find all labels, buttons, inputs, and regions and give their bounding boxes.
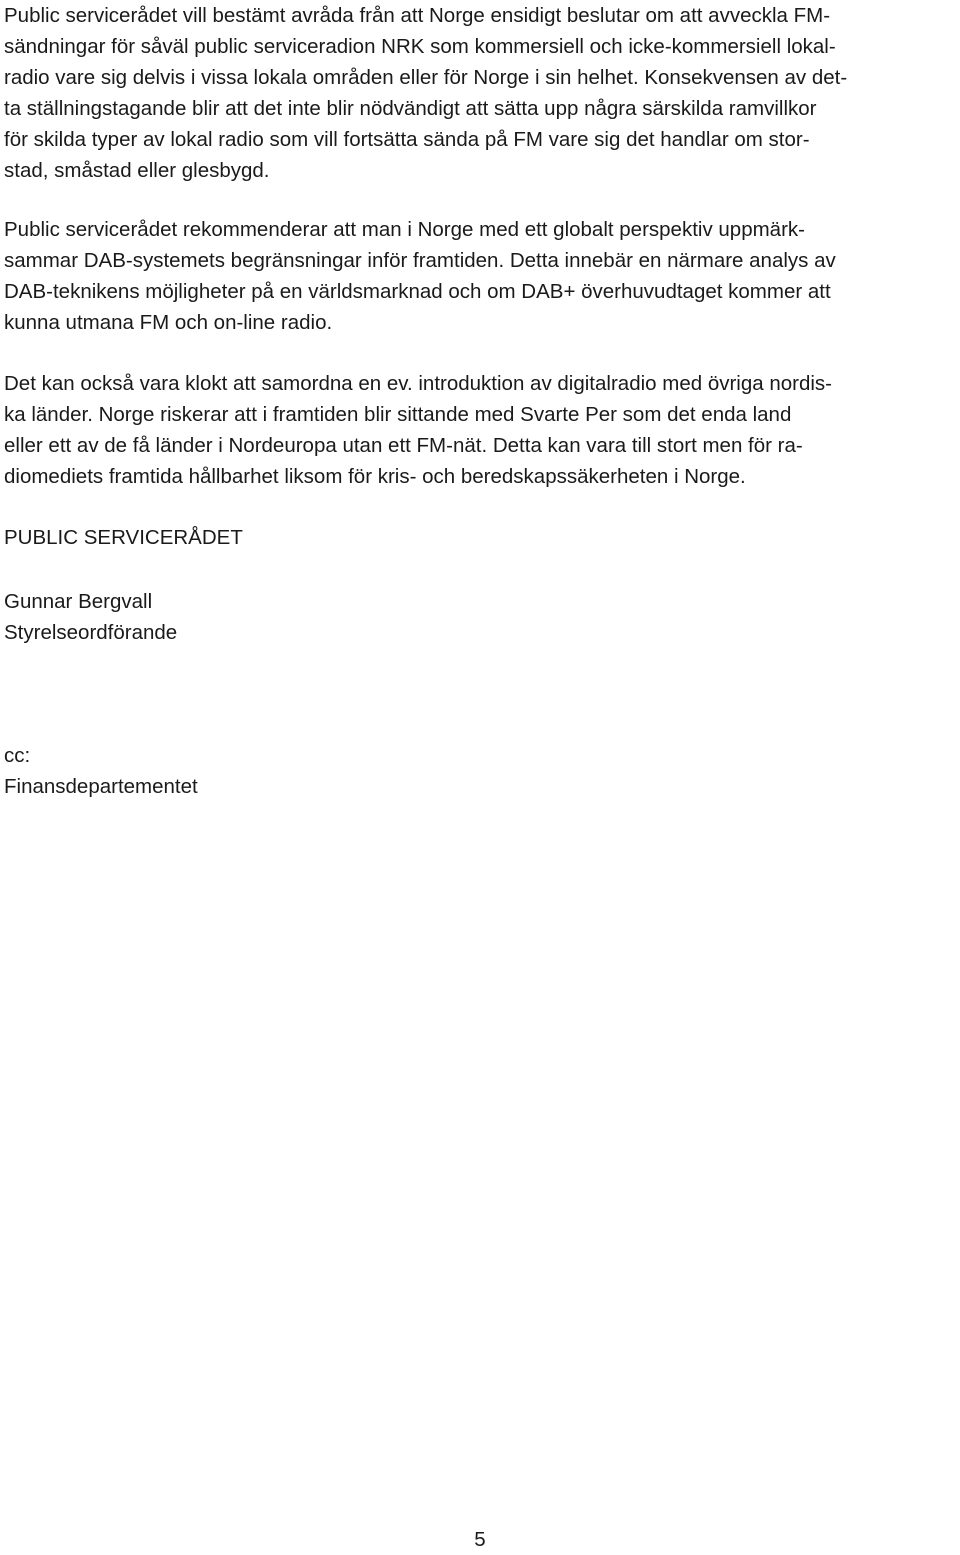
signatory-title: Styrelseordförande xyxy=(4,621,178,644)
text-line: ta ställningstagande blir att det inte blir nödvändigt att sätta upp några särskilda ramvillkor xyxy=(4,97,817,120)
cc-label: cc: xyxy=(4,744,31,767)
cc-recipient: Finansdepartementet xyxy=(4,775,198,798)
text-line: sändningar för såväl public serviceradion NRK som kommersiell och icke-kommersiell lokal- xyxy=(4,35,836,58)
page-number: 5 xyxy=(474,1528,486,1551)
text-line: Public servicerådet rekommenderar att man i Norge med ett globalt perspektiv uppmärk- xyxy=(4,218,805,241)
text-line: eller ett av de få länder i Nordeuropa utan ett FM-nät. Detta kan vara till stort men för ra- xyxy=(4,434,803,457)
text-line: Public servicerådet vill bestämt avråda från att Norge ensidigt beslutar om att avveckla FM- xyxy=(4,4,831,27)
text-line: kunna utmana FM och on-line radio. xyxy=(4,311,333,334)
text-line: stad, småstad eller glesbygd. xyxy=(4,159,270,182)
text-line: för skilda typer av lokal radio som vill fortsätta sända på FM vare sig det handlar om stor- xyxy=(4,128,810,151)
text-line: Det kan också vara klokt att samordna en ev. introduktion av digitalradio med övriga nordis- xyxy=(4,372,833,395)
text-line: sammar DAB-systemets begränsningar inför framtiden. Detta innebär en närmare analys av xyxy=(4,249,836,272)
signatory-name: Gunnar Bergvall xyxy=(4,590,153,613)
text-line: diomediets framtida hållbarhet liksom för kris- och beredskapssäkerheten i Norge. xyxy=(4,465,746,488)
text-line: radio vare sig delvis i vissa lokala områden eller för Norge i sin helhet. Konsekvensen av det- xyxy=(4,66,848,89)
organization-name: PUBLIC SERVICERÅDET xyxy=(4,526,243,549)
text-line: ka länder. Norge riskerar att i framtiden blir sittande med Svarte Per som det enda land xyxy=(4,403,792,426)
text-line: DAB-teknikens möjligheter på en världsmarknad och om DAB+ överhuvudtaget kommer att xyxy=(4,280,831,303)
